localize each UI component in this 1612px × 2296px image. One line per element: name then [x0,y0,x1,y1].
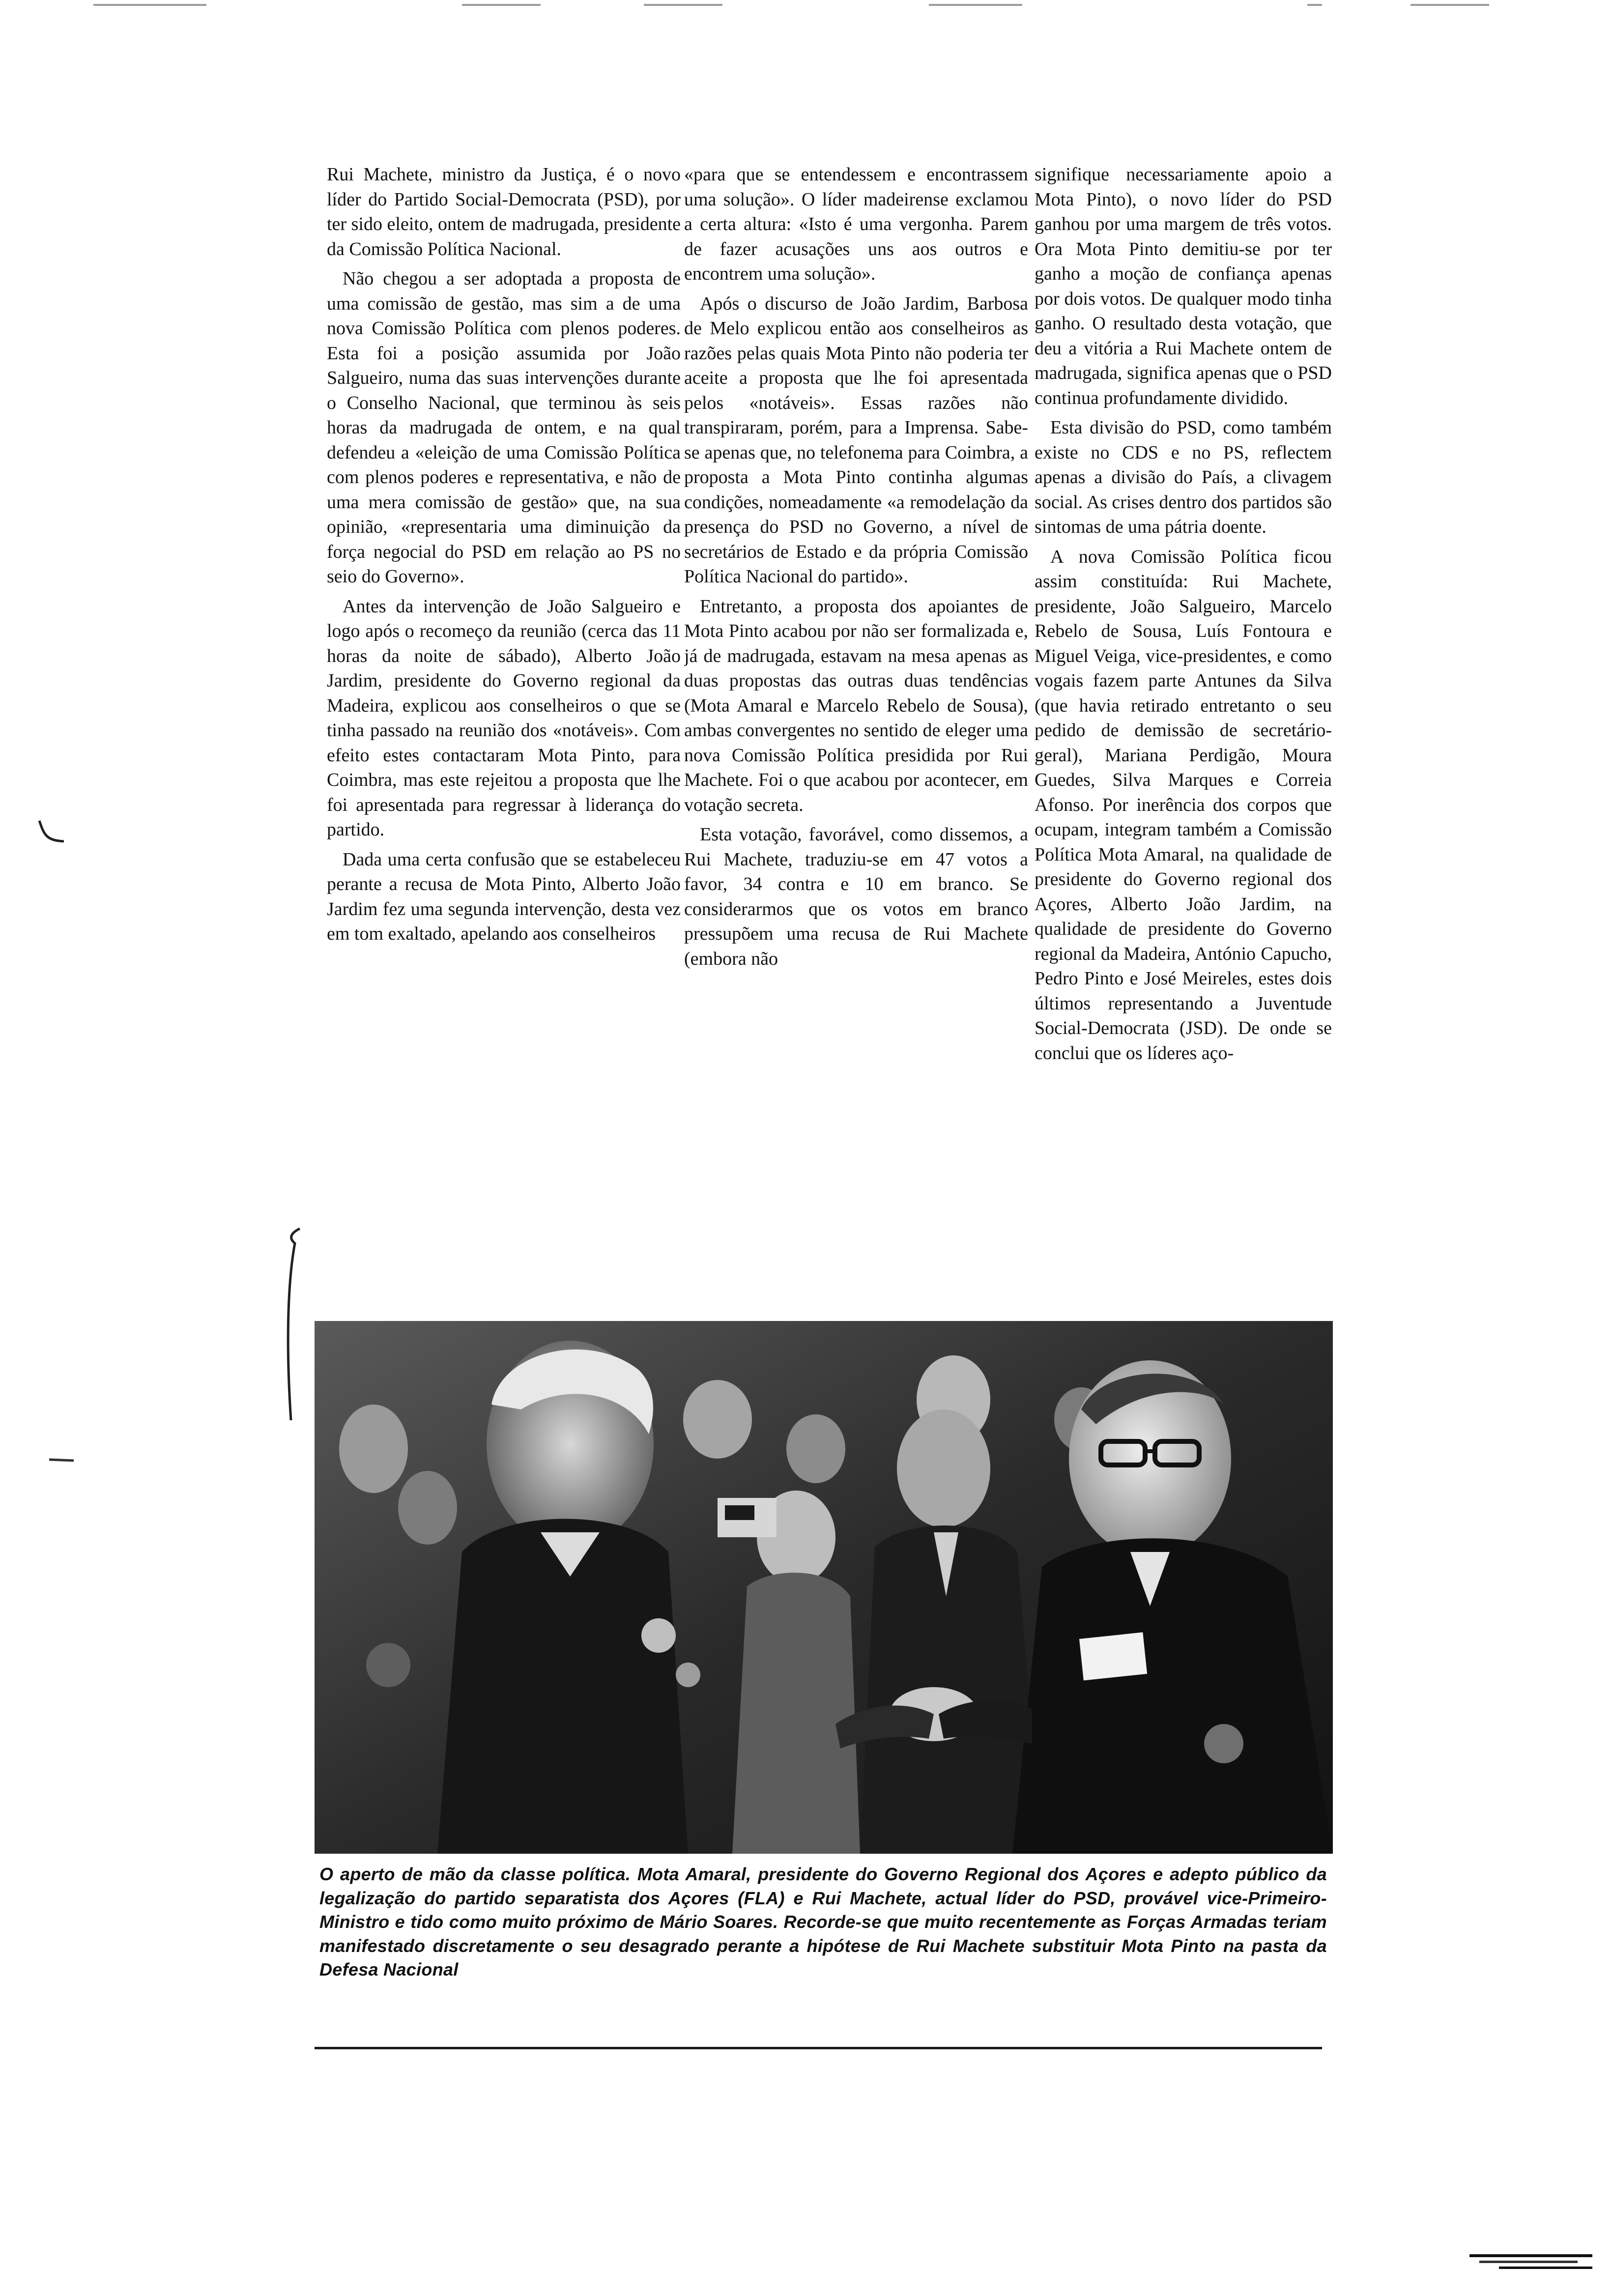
scan-mark [1307,4,1322,6]
news-photo [315,1321,1333,1854]
paragraph: A nova Comissão Política ficou assim constituída: Rui Machete, presidente, João Salgueiro, Marcelo Rebelo de Sousa, Luís Fontoura e Miguel Veiga, vice-presidentes, e como vogais fazem parte Antunes da Silva (que havia retirado entretanto o seu pedido de demissão de secretário-geral), Mariana Perdigão, Moura Guedes, Silva Marques e Correia Afonso. Por inerência dos corpos que ocupam, integram também a Comissão Política Mota Amaral, na qualidade de presidente do Governo regional dos Açores, Alberto João Jardim, na qualidade de presidente do Governo regional da Madeira, António Capucho, Pedro Pinto e José Meireles, estes dois últimos representando a Juventude Social-Democrata (JSD). De onde se conclui que os líderes aço- [1035,546,1332,1063]
paragraph: Esta divisão do PSD, como também existe no CDS e no PS, reflectem apenas a divisão do País, a clivagem social. As crises dentro dos partidos são sintomas de uma pátria doente. [1035,417,1332,537]
photo-caption: O aperto de mão da classe política. Mota Amaral, presidente do Governo Regional dos Açores e adepto público da legalização do partido separatista dos Açores (FLA) e Rui Machete, actual líder do PSD, provável vice-Primeiro-Ministro e tido como muito próximo de Mário Soares. Recorde-se que muito recentemente as Forças Armadas teriam manifestado discretamente o seu desagrado perante a hipótese de Rui Machete substituir Mota Pinto na pasta da Defesa Nacional [319,1864,1327,1980]
paragraph: Após o discurso de João Jardim, Barbosa de Melo explicou então aos conselheiros as razões pelas quais Mota Pinto não poderia ter aceite a proposta que lhe foi apresentada pelos «notáveis». Essas razões não transpiraram, porém, para a Imprensa. Sabe-se apenas que, no telefonema para Coimbra, a proposta a Mota Pinto continha algumas condições, nomeadamente «a remodelação da presença do PSD no Governo, a nível de secretários de Estado e da própria Comissão Política Nacional do partido». [684,293,1028,587]
scan-mark [1410,4,1489,6]
bottom-rule [315,2047,1322,2049]
article-column-1 [327,162,681,1307]
paragraph: Esta votação, favorável, como dissemos, a Rui Machete, traduziu-se em 47 votos a favor, 34 contra e 10 em branco. Se considerarmos que os votos em branco pressupõem uma recusa de Rui Machete (embora não [684,824,1028,969]
paragraph: Entretanto, a proposta dos apoiantes de Mota Pinto acabou por não ser formalizada e, já de madrugada, estavam na mesa apenas as duas propostas das outras duas tendências (Mota Amaral e Marcelo Rebelo de Sousa), ambas convergentes no sentido de eleger uma nova Comissão Política presidida por Rui Machete. Foi o que acabou por acontecer, em votação secreta. [684,596,1028,815]
paragraph: Antes da intervenção de João Salgueiro e logo após o recomeço da reunião (cerca das 11 horas da noite de sábado), Alberto João Jardim, presidente do Governo regional da Madeira, explicou aos conselheiros o que se tinha passado na reunião dos «notáveis». Com efeito estes contactaram Mota Pinto, para Coimbra, mas este rejeitou a proposta que lhe foi apresentada para regressar à liderança do partido. [327,596,681,840]
article-column-2 [684,162,1028,1307]
scan-mark [462,4,541,6]
photo-illustration [315,1321,1333,1854]
scan-mark [929,4,1022,6]
article-column-3 [1035,162,1332,1307]
margin-dash-mark [47,1455,76,1464]
margin-pencil-mark [29,811,74,855]
paragraph: «para que se entendessem e encontrassem uma solução». O líder madeirense exclamou a certa altura: «Isto é uma vergonha. Parem de fazer acusações uns aos outros e encontrem uma solução». [684,164,1028,284]
scan-corner-mark [1469,2252,1592,2271]
scan-mark [93,4,206,6]
paragraph: Dada uma certa confusão que se estabeleceu perante a recusa de Mota Pinto, Alberto João Jardim fez uma segunda intervenção, desta vez em tom exaltado, apelando aos conselheiros [327,849,681,944]
scan-mark [644,4,722,6]
margin-bracket-mark [280,1224,310,1430]
paragraph: signifique necessariamente apoio a Mota Pinto), o novo líder do PSD ganhou por uma margem de três votos. Ora Mota Pinto demitiu-se por ter ganho a moção de confiança apenas por dois votos. De qualquer modo tinha ganho. O resultado desta votação, que deu a vitória a Rui Machete ontem de madrugada, significa apenas que o PSD continua profundamente dividido. [1035,164,1332,408]
paragraph: Rui Machete, ministro da Justiça, é o novo líder do Partido Social-Democrata (PSD), por ter sido eleito, ontem de madrugada, presidente da Comissão Política Nacional. [327,164,681,259]
paragraph: Não chegou a ser adoptada a proposta de uma comissão de gestão, mas sim a de uma nova Comissão Política com plenos poderes. Esta foi a posição assumida por João Salgueiro, numa das suas intervenções durante o Conselho Nacional, que terminou às seis horas da madrugada de ontem, e na qual defendeu a «eleição de uma Comissão Política com plenos poderes e representativa, e não de uma mera comissão de gestão» que, na sua opinião, «representaria uma diminuição da força negocial do PSD em relação ao PS no seio do Governo». [327,268,681,587]
